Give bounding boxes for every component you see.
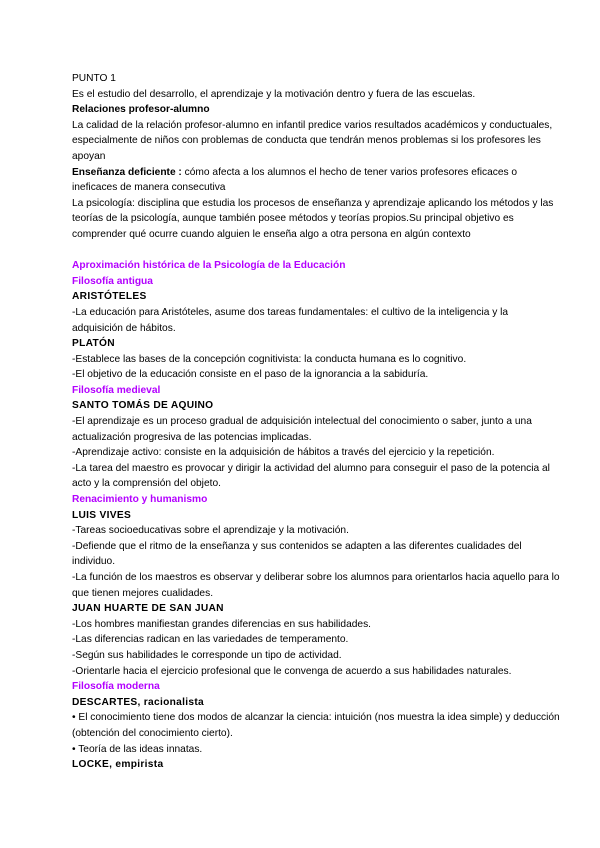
author-platon: PLATÓN	[72, 338, 115, 350]
heading-filosofia-antigua: Filosofía antigua	[72, 275, 153, 287]
platon-point: -Establece las bases de la concepción cognitivista: la conducta humana es lo cognitivo.	[72, 353, 467, 365]
heading-filosofia-moderna: Filosofía moderna	[72, 681, 160, 693]
heading-renacimiento: Renacimiento y humanismo	[72, 494, 208, 506]
descartes-point: • El conocimiento tiene dos modos de alcanzar la ciencia: intuición (nos muestra la idea simple) y deducción (obtención del conocimiento cierto).	[72, 712, 560, 739]
heading-filosofia-medieval: Filosofía medieval	[72, 384, 161, 396]
ensenanza-text: cómo afecta a los alumnos el hecho de tener varios profesores eficaces o ineficaces de manera consecutiva	[72, 166, 518, 194]
author-aristoteles: ARISTÓTELES	[72, 291, 147, 303]
author-locke: LOCKE, empirista	[72, 759, 164, 771]
author-aquino: SANTO TOMÁS DE AQUINO	[72, 400, 214, 412]
relaciones-paragraph: La calidad de la relación profesor-alumno en infantil predice varios resultados académicos y conductuales, especialmente de niños con problemas de conducta que tendrán menos problemas si los profesores les apoyan	[72, 119, 553, 162]
huarte-point: -Los hombres manifiestan grandes diferencias en sus habilidades.	[72, 618, 372, 630]
descartes-point: • Teoría de las ideas innatas.	[72, 743, 203, 755]
vives-point: -Tareas socioeducativas sobre el aprendizaje y la motivación.	[72, 525, 349, 537]
author-huarte: JUAN HUARTE DE SAN JUAN	[72, 603, 224, 615]
author-vives: LUIS VIVES	[72, 509, 132, 521]
huarte-point: -Según sus habilidades le corresponde un tipo de actividad.	[72, 649, 342, 661]
huarte-point: -Las diferencias radican en las variedades de temperamento.	[72, 634, 349, 646]
aristoteles-point: -La educación para Aristóteles, asume dos tareas fundamentales: el cultivo de la inteligencia y la adquisición de hábitos.	[72, 306, 509, 334]
section-number: PUNTO 1	[72, 73, 116, 84]
psicologia-paragraph: La psicología: disciplina que estudia los procesos de enseñanza y aprendizaje aplicando los métodos y las teorías de la psicología, aunque también posee métodos y teorías propios.Su principal objetivo es comprender qué ocurre cuando alguien le enseña algo a otra persona en algún contexto	[72, 197, 554, 240]
heading-ensenanza: Enseñanza deficiente :	[72, 166, 182, 178]
aquino-point: -La tarea del maestro es provocar y dirigir la actividad del alumno para conseguir el paso de la potencia al acto y la comprensión del objeto.	[72, 462, 550, 490]
heading-relaciones: Relaciones profesor-alumno	[72, 104, 210, 116]
vives-point: -La función de los maestros es observar y deliberar sobre los alumnos para orientarlos hacia aquello para lo que tienen mejores cualidades.	[72, 572, 560, 599]
author-descartes: DESCARTES, racionalista	[72, 696, 205, 708]
aquino-point: -El aprendizaje es un proceso gradual de adquisición intelectual del conocimiento o saber, junto a una actualización progresiva de las potencias implicadas.	[72, 416, 532, 443]
intro-paragraph: Es el estudio del desarrollo, el aprendizaje y la motivación dentro y fuera de las escuelas.	[72, 88, 476, 100]
vives-point: -Defiende que el ritmo de la enseñanza y sus contenidos se adapten a las diferentes cualidades del individuo.	[72, 540, 522, 568]
platon-point: -El objetivo de la educación consiste en el paso de la ignorancia a la sabiduría.	[72, 369, 429, 381]
heading-aproximacion: Aproximación histórica de la Psicología de la Educación	[72, 260, 346, 272]
ensenanza-paragraph	[72, 165, 560, 196]
huarte-point: -Orientarle hacia el ejercicio profesional que le convenga de acuerdo a sus habilidades naturales.	[72, 665, 512, 677]
aquino-point: -Aprendizaje activo: consiste en la adquisición de hábitos a través del ejercicio y la repetición.	[72, 447, 495, 459]
spacer	[72, 243, 560, 259]
